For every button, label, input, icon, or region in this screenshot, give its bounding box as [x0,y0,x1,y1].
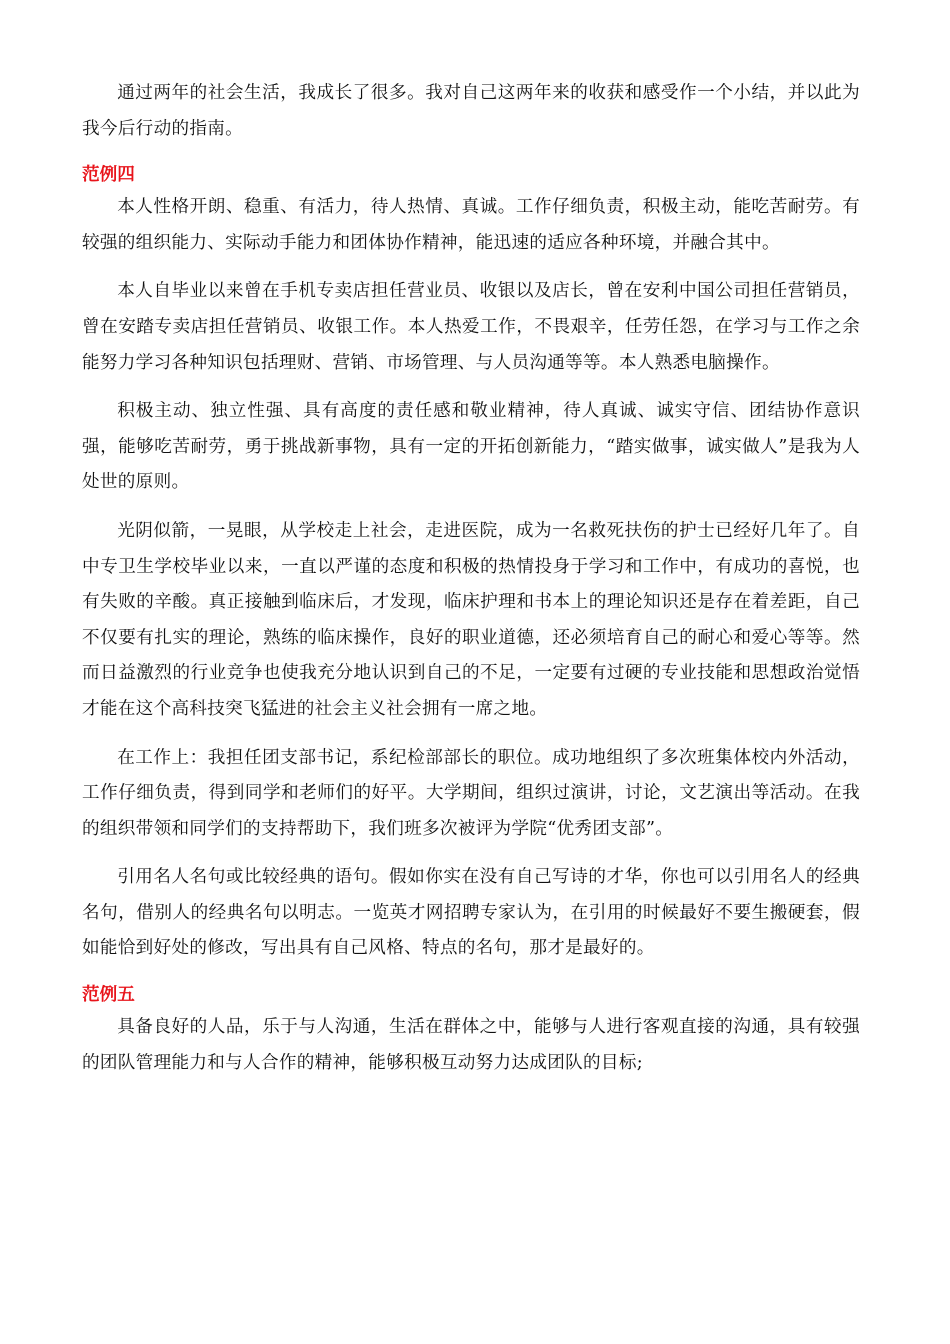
paragraph-example-4-quotes: 引用名人名句或比较经典的语句。假如你实在没有自己写诗的才华，你也可以引用名人的经典名句，借别人的经典名句以明志。一览英才网招聘专家认为，在引用的时候最好不要生搬硬套，假如能恰到好处的修改，写出具有自己风格、特点的名句，那才是最好的。 [82,867,860,959]
section-heading-example-4: 范例四 [82,165,135,186]
paragraph-example-4-nursing: 光阴似箭，一晃眼，从学校走上社会，走进医院，成为一名救死扶伤的护士已经好几年了。自中专卫生学校毕业以来，一直以严谨的态度和积极的热情投身于学习和工作中，有成功的喜悦，也有失败的辛酸。真正接触到临床后，才发现，临床护理和书本上的理论知识还是存在着差距，自己不仅要有扎实的理论，熟练的临床操作，良好的职业道德，还必须培育自己的耐心和爱心等等。然而日益激烈的行业竞争也使我充分地认识到自己的不足，一定要有过硬的专业技能和思想政治觉悟才能在这个高科技突飞猛进的社会主义社会拥有一席之地。 [82,520,860,719]
paragraph-example-4-attitude: 积极主动、独立性强、具有高度的责任感和敬业精神，待人真诚、诚实守信、团结协作意识强，能够吃苦耐劳，勇于挑战新事物，具有一定的开拓创新能力，“踏实做事，诚实做人”是我为人处世的原则。 [82,401,860,493]
paragraph-intro: 通过两年的社会生活，我成长了很多。我对自己这两年来的收获和感受作一个小结，并以此为我今后行动的指南。 [82,83,860,139]
paragraph-example-4-league-branch: 在工作上：我担任团支部书记，系纪检部部长的职位。成功地组织了多次班集体校内外活动，工作仔细负责，得到同学和老师们的好平。大学期间，组织过演讲，讨论，文艺演出等活动。在我的组织带领和同学们的支持帮助下，我们班多次被评为学院“优秀团支部”。 [82,747,860,839]
section-heading-example-5: 范例五 [82,985,135,1006]
paragraph-example-4-work-history: 本人自毕业以来曾在手机专卖店担任营业员、收银以及店长，曾在安利中国公司担任营销员，曾在安踏专卖店担任营销员、收银工作。本人热爱工作，不畏艰辛，任劳任怨，在学习与工作之余能努力学习各种知识包括理财、营销、市场管理、与人员沟通等等。本人熟悉电脑操作。 [82,281,860,373]
document-page [82,76,860,1094]
paragraph-example-5-character: 具备良好的人品，乐于与人沟通，生活在群体之中，能够与人进行客观直接的沟通，具有较强的团队管理能力和与人合作的精神，能够积极互动努力达成团队的目标; [82,1017,860,1073]
paragraph-example-4-personality: 本人性格开朗、稳重、有活力，待人热情、真诚。工作仔细负责，积极主动，能吃苦耐劳。有较强的组织能力、实际动手能力和团体协作精神，能迅速的适应各种环境，并融合其中。 [82,197,860,253]
